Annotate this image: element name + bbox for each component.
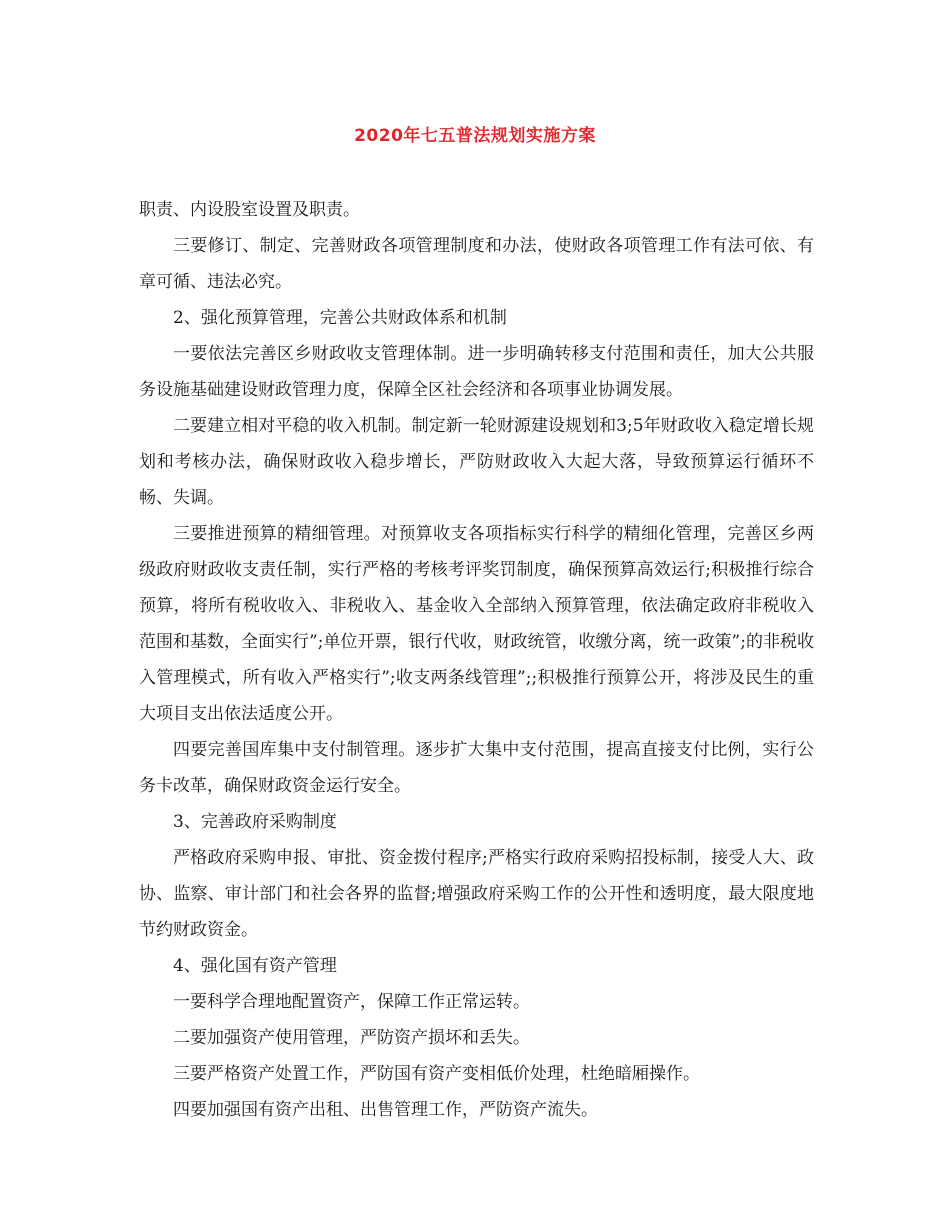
paragraph: 二要加强资产使用管理，严防资产损坏和丢失。 <box>173 1028 530 1048</box>
paragraph: 四要加强国有资产出租、出售管理工作，严防资产流失。 <box>173 1100 598 1120</box>
paragraph: 三要修订、制定、完善财政各项管理制度和办法，使财政各项管理工作有法可依、有章可循、违法必究。 <box>139 236 814 292</box>
document-body <box>139 192 814 1128</box>
paragraph: 严格政府采购申报、审批、资金拨付程序;严格实行政府采购招投标制，接受人大、政协、监察、审计部门和社会各界的监督;增强政府采购工作的公开性和透明度，最大限度地节约财政资金。 <box>139 848 814 940</box>
paragraph: 二要建立相对平稳的收入机制。制定新一轮财源建设规划和3;5年财政收入稳定增长规划和考核办法，确保财政收入稳步增长，严防财政收入大起大落，导致预算运行循环不畅、失调。 <box>139 416 814 508</box>
paragraph: 四要完善国库集中支付制管理。逐步扩大集中支付范围，提高直接支付比例，实行公务卡改革，确保财政资金运行安全。 <box>139 740 814 796</box>
document-title: 2020年七五普法规划实施方案 <box>354 126 596 146</box>
paragraph: 三要推进预算的精细管理。对预算收支各项指标实行科学的精细化管理，完善区乡两级政府财政收支责任制，实行严格的考核考评奖罚制度，确保预算高效运行;积极推行综合预算，将所有税收收入、非税收入、基金收入全部纳入预算管理，依法确定政府非税收入范围和基数，全面实行”;单位开票，银行代收，财政统管，收缴分离，统一政策”;的非税收入管理模式，所有收入严格实行”;收支两条线管理”;;积极推行预算公开，将涉及民生的重大项目支出依法适度公开。 <box>139 524 814 724</box>
paragraph: 职责、内设股室设置及职责。 <box>139 200 360 220</box>
section-heading: 2、强化预算管理，完善公共财政体系和机制 <box>173 308 507 328</box>
paragraph: 一要依法完善区乡财政收支管理体制。进一步明确转移支付范围和责任，加大公共服务设施基础建设财政管理力度，保障全区社会经济和各项事业协调发展。 <box>139 344 814 400</box>
section-heading: 4、强化国有资产管理 <box>173 956 337 976</box>
section-heading: 3、完善政府采购制度 <box>173 812 337 832</box>
paragraph: 一要科学合理地配置资产，保障工作正常运转。 <box>173 992 530 1012</box>
paragraph: 三要严格资产处置工作，严防国有资产变相低价处理，杜绝暗厢操作。 <box>173 1064 700 1084</box>
